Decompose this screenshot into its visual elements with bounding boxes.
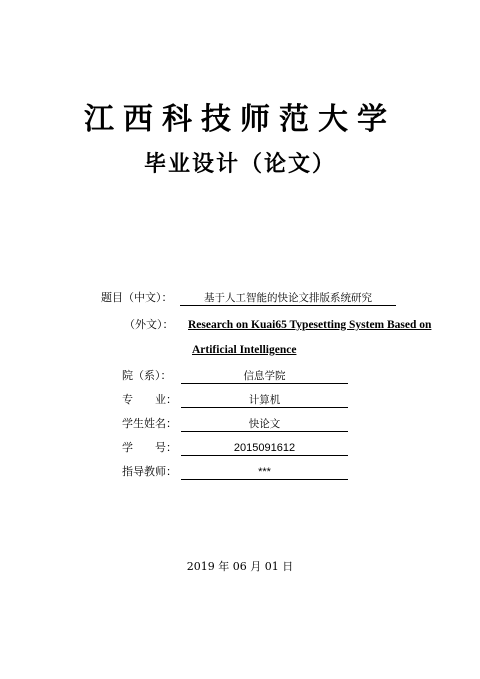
- submission-date: 2019 年 06 月 01 日: [186, 560, 294, 573]
- advisor-value: ***: [181, 465, 348, 480]
- major-label: 专 业：: [122, 393, 177, 406]
- college-value: 信息学院: [181, 369, 348, 384]
- major-value: 计算机: [181, 393, 348, 408]
- title-cn-value: 基于人工智能的快论文排版系统研究: [180, 291, 396, 306]
- student-id-label: 学 号：: [122, 441, 177, 454]
- title-en-line2: Artificial Intelligence: [192, 344, 297, 356]
- title-cn-label: 题目（中文）：: [101, 291, 173, 304]
- title-en-line1: Research on Kuai65 Typesetting System Based on: [188, 319, 432, 331]
- college-label: 院（系）：: [122, 369, 172, 382]
- title-en-label: （外文）：: [124, 318, 174, 331]
- advisor-label: 指导教师：: [122, 465, 177, 478]
- university-name: 江西科技师范大学: [84, 102, 396, 137]
- document-type-title: 毕业设计（论文）: [143, 152, 336, 177]
- student-name-value: 快论文: [181, 417, 348, 432]
- student-name-label: 学生姓名：: [122, 417, 177, 430]
- student-id-value: 2015091612: [181, 441, 348, 456]
